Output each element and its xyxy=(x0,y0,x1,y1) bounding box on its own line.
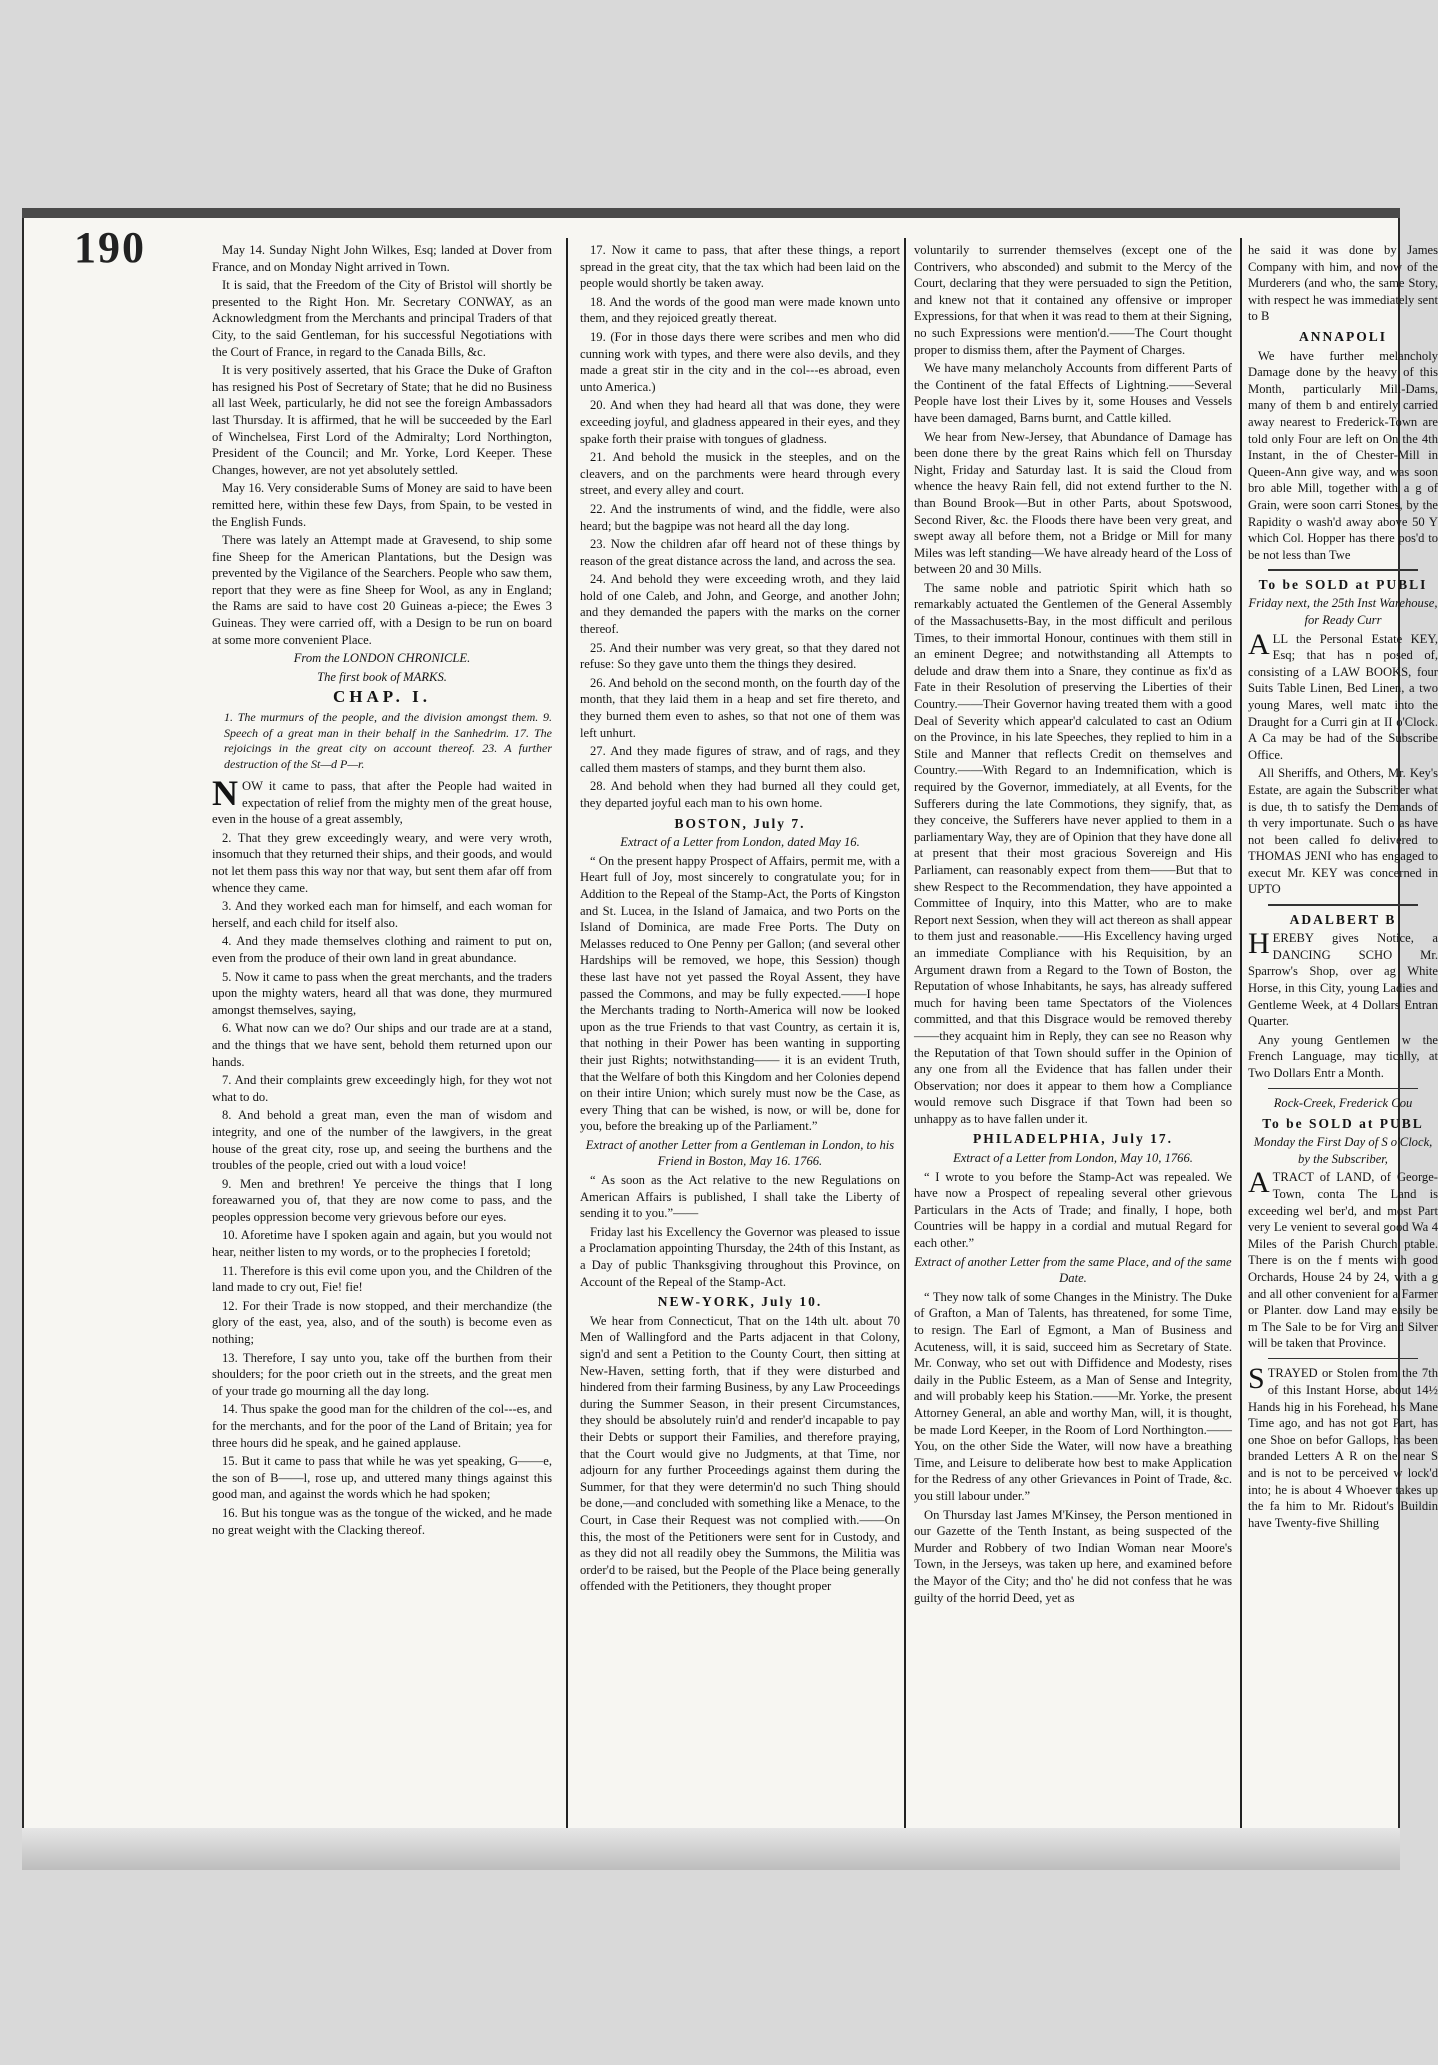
drop-cap: H xyxy=(1248,927,1270,961)
column-2 xyxy=(580,242,900,1862)
column-1 xyxy=(212,242,552,1862)
drop-cap: A xyxy=(1248,627,1270,661)
verse: 16. But his tongue was as the tongue of the wicked, and he made no great weight with the Clacking thereof. xyxy=(212,1505,552,1537)
verse: 19. (For in those days there were scribes and men who did cunning work with types, and there were also devils, and they made a great stir in the city and in the col---es abroad, even unto America.) xyxy=(580,329,900,394)
extract-heading: Extract of another Letter from a Gentleman in London, to his Friend in Boston, May 16. 1766. xyxy=(585,1137,895,1169)
dateline-boston: BOSTON, July 7. xyxy=(674,815,806,831)
ad-text: ALL the Personal Estate KEY, Esq; that has n posed of, consisting of a LAW BOOKS, four Suits Table Linen, Bed Linen, a two young Mares, well matc into the Draught for a Curri gin at II o'Clock. A Ca may be had of the Subscribe Office. xyxy=(1248,627,1438,762)
ad-text: HEREBY gives Notice, a DANCING SCHO Mr. Sparrow's Shop, over ag White Horse, in this City, young Ladies and Gentleme Week, at 4 Dollars Entran Quarter. xyxy=(1248,927,1438,1029)
extract-heading: Extract of a Letter from London, dated May 16. xyxy=(620,835,860,850)
verse: 10. Aforetime have I spoken again and again, but you would not hear, neither listen to my words, or to the prophecies I foretold; xyxy=(212,1228,552,1260)
drop-cap: S xyxy=(1248,1362,1265,1396)
ad-subheading: Monday the First Day of S o'Clock, by the Subscriber, xyxy=(1253,1135,1433,1166)
column-3 xyxy=(914,242,1232,1862)
news-paragraph: May 14. Sunday Night John Wilkes, Esq; landed at Dover from France, and on Monday Night arrived in Town. xyxy=(212,243,552,274)
news-paragraph: “ They now talk of some Changes in the Ministry. The Duke of Grafton, a Man of Talents, has threatened, for some Time, to resign. The Earl of Egmont, a Man of Business and Acuteness, will, it is said, succeed him as Secretary of State. Mr. Conway, who set out with Diffidence and Modesty, rises daily in the Public Esteem, as a Man of Sense and Integrity, and will probably keep his Station.——Mr. Yorke, the present Attorney General, an able and worthy Man, will, it is thought, be made Lord Keeper, in the Room of Lord Northington.——You, on the other Side the Water, will now have a breathing Time, and Leisure to deliberate how best to make Application for the Redress of any other Grievances in Point of Trade, &c. you still labour under.” xyxy=(914,1289,1232,1503)
verse: 4. And they made themselves clothing and raiment to put on, even from the produce of their own land in great abundance. xyxy=(212,934,552,965)
verse: 14. Thus spake the good man for the children of the col---es, and for the merchants, and for the poor of the Land of Britain; yea for three hours did he speak, and he gained applause. xyxy=(212,1402,552,1450)
verse: 9. Men and brethren! Ye perceive the things that I long foreawarned you of, that they are now come to pass, and the peoples oppression become very grievous before our eyes. xyxy=(212,1176,552,1224)
dateline-philadelphia: PHILADELPHIA, July 17. xyxy=(972,1131,1174,1147)
news-paragraph: We hear from New-Jersey, that Abundance of Damage has been done there by the great Rains which fell on Thursday Night, Friday and Saturday last. It is said the Cloud from whence the heavy Rain fell, did not extend further to the N. than Bound Brook—But in other Parts, about Spotswood, Second River, &c. the Floods there have been very great, and swept away all before them, not a Bridge or Mill for many Miles was left standing—We have already heard of the Loss of between 20 and 30 Mills. xyxy=(914,429,1232,577)
verse: 18. And the words of the good man were made known unto them, and they rejoiced greatly thereat. xyxy=(580,294,900,326)
news-paragraph: On Thursday last James M'Kinsey, the Person mentioned in our Gazette of the Tenth Instant, as being suspected of the Murder and Robbery of two Indian Woman near Moore's Town, in the Jerseys, was taken up here, and examined before the Mayor of the City; and tho' he did not confess that he was guilty of the horrid Deed, yet as xyxy=(914,1507,1232,1605)
ad-text: ATRACT of LAND, of George-Town, conta The Land is exceeding wel ber'd, and most Part very Le venient to several good Wa 4 Miles of the Parish Church ptable. There is on the f ments with good Orchards, House 24 by 24, with a g and all other convenient for a Farmer or Planter. dow Land may easily be m The Sale to be for Virg and Silver will be taken that Province. xyxy=(1248,1166,1438,1351)
dateline-annapolis: ANNAPOLI xyxy=(1298,328,1387,344)
dateline-new-york: NEW-YORK, July 10. xyxy=(657,1294,823,1310)
news-paragraph: There was lately an Attempt made at Gravesend, to ship some fine Sheep for the American Plantations, but the Design was prevented by the Vigilance of the Searchers. People who saw them, report that they were as fine Sheep for Wool, as any in England; the Rams are said to have cost 20 Guineas a-piece; the Ewes 3 Guineas. They were carried off, with a Design to be run on board at some more convenient Place. xyxy=(212,533,552,647)
column-rule xyxy=(1240,238,1242,1848)
column-rule xyxy=(904,238,906,1848)
verse: 6. What now can we do? Our ships and our trade are at a stand, and the things that we have sent, behold them returned upon our hands. xyxy=(212,1021,552,1069)
page-top-border xyxy=(22,208,1400,218)
news-paragraph: “ As soon as the Act relative to the new Regulations on American Affairs is published, I shall take the Liberty of sending it to you.”—— xyxy=(580,1173,900,1221)
news-paragraph: It is very positively asserted, that his Grace the Duke of Grafton has resigned his Post of Secretary of State; that he did no Business all last Week, particularly, he did not see the foreign Ambassadors last Thursday. It is affirmed, that he will be succeeded by the Earl of Winchelsea, First Lord of the Admiralty; Lord Northington, President of the Council; and Mr. Yorke, Lord Keeper. These Changes, however, are not yet absolutely settled. xyxy=(212,363,552,477)
ad-heading: To be SOLD at PUBLI xyxy=(1258,576,1428,592)
news-paragraph: May 16. Very considerable Sums of Money are said to have been remitted here, within these few Days, from Spain, to be vested in the English Funds. xyxy=(212,481,552,529)
news-paragraph: “ On the present happy Prospect of Affairs, permit me, with a Heart full of Joy, most sincerely to congratulate you; for in Addition to the Repeal of the Stamp-Act, the Ports of Kingston and St. Lucea, in the Island of Jamaica, and two Ports on the Island of Dominica, are made Free Ports. The Duty on Melasses reduced to One Penny per Gallon; (and several other Hardships will be removed, we hope, this Session) though these last have not yet passed the Royal Assent, they have passed the Commons, and may be fully expected.——I hope the Merchants trading to North-America will now be looked upon as the true Friends to that vast Country, as certain it is, that nothing in their Power has been wanting in supporting their just Rights; notwithstanding—— it is an evident Truth, that the Welfare of both this Kingdom and her Colonies depend on their intire Union; which surely must now be the Case, as every Thing that can be wished, is now, or will be, done for you, before the breaking up of the Parliament.” xyxy=(580,853,900,1134)
verse: 22. And the instruments of wind, and the fiddle, were also heard; but the bagpipe was not heard all the day long. xyxy=(580,501,900,533)
section-divider xyxy=(1268,569,1418,571)
verse: 3. And they worked each man for himself, and each woman for herself, and each child for itself also. xyxy=(212,899,552,930)
verse: 17. Now it came to pass, that after these things, a report spread in the great city, that the tax which had been laid on the people would shortly be taken away. xyxy=(580,243,900,291)
verse-1: NOW it came to pass, that after the People had waited in expectation of relief from the mighty men of the great house, even in the house of a great assembly, xyxy=(212,773,552,827)
page-bottom-edge xyxy=(22,1828,1400,1870)
news-paragraph: We have many melancholy Accounts from different Parts of the Continent of the fatal Effects of Lightning.——Several People have lost their Lives by it, some Houses and Vessels have been damaged, Barns burnt, and Cattle killed. xyxy=(914,361,1232,425)
chapter-summary: 1. The murmurs of the people, and the division amongst them. 9. Speech of a great man in their behalf in the Sanhedrim. 17. The rejoicings in the great city on account thereof. 23. A further destruction of the St—d P—r. xyxy=(224,710,552,771)
section-divider xyxy=(1268,904,1418,906)
section-divider xyxy=(1268,1088,1418,1090)
verse: 15. But it came to pass that while he was yet speaking, G——e, the son of B——l, rose up, and uttered many things against this good man, and against the words which he had spoken; xyxy=(212,1454,552,1502)
ad-text: STRAYED or Stolen from the 7th of this Instant Horse, about 14½ Hands hig in his Forehead, his Mane Time ago, and has not got Part, has one Shoe on befor Gallops, has been branded Letters A R on the near S and is not to be perceived w lock'd into; he is about 4 Whoever takes up the fa him to Mr. Ridout's Buildin have Twenty-five Shilling xyxy=(1248,1362,1438,1530)
ad-text: Any young Gentlemen w the French Language, may tically, at Two Dollars Entr a Month. xyxy=(1248,1032,1438,1080)
ad-heading: ADALBERT B xyxy=(1289,911,1397,927)
verse: 26. And behold on the second month, on the fourth day of the month, that they laid them in a heap and set fire thereto, and they burned them even to ashes, so that not one of them was left unhurt. xyxy=(580,675,900,740)
verse: 12. For their Trade is now stopped, and their merchandize (the glory of the east, yea, also, and of the south) is become even as nothing; xyxy=(212,1298,552,1347)
verse: 23. Now the children afar off heard not of these things by reason of the great distance across the land, and across the sea. xyxy=(580,537,900,568)
verse: 5. Now it came to pass when the great merchants, and the traders upon the mighty waters, heard all that was done, they murmured amongst themselves, saying, xyxy=(212,969,552,1017)
ad-heading: To be SOLD at PUBL xyxy=(1262,1115,1424,1131)
chapter-heading: CHAP. I. xyxy=(333,687,431,707)
news-paragraph: Friday last his Excellency the Governor was pleased to issue a Proclamation appointing Thursday, the 24th of this Instant, as a Day of public Thanksgiving throughout this Province, on Account of the Repeal of the Stamp-Act. xyxy=(580,1224,900,1289)
news-paragraph: “ I wrote to you before the Stamp-Act was repealed. We have now a Prospect of repealing several other grievous Particulars in the Acts of Trade; and finally, I hope, both Countries will be happy in a cordial and mutual Regard for each other.” xyxy=(914,1169,1232,1251)
verse: 13. Therefore, I say unto you, take off the burthen from their shoulders; for the poor crieth out in the streets, and the great men of your trade go mourning all the day long. xyxy=(212,1350,552,1398)
verse: 7. And their complaints grew exceedingly high, for they wot not what to do. xyxy=(212,1073,552,1104)
ad-location: Rock-Creek, Frederick Cou xyxy=(1273,1096,1413,1110)
extract-heading: Extract of another Letter from the same Place, and of the same Date. xyxy=(914,1254,1232,1286)
column-rule xyxy=(566,238,568,1848)
ad-subheading: Friday next, the 25th Inst Warehouse, for Ready Curr xyxy=(1248,596,1438,627)
verse: 28. And behold when they had burned all they could get, they departed joyful each man to his own home. xyxy=(580,779,900,810)
verse: 2. That they grew exceedingly weary, and were very wroth, insomuch that they returned their ships, and their goods, and would not let them pass this way nor that way, but sent them afar off from whence they came. xyxy=(212,830,552,895)
news-paragraph: The same noble and patriotic Spirit which hath so remarkably actuated the Gentlemen of the General Assembly of the Massachusetts-Bay, in the most difficult and perilous Times, to their immortal Honour, continues with them still in an eminent Degree; and notwithstanding all Attempts to delude and draw them into a Snare, they continue as fix'd as Fate in their Resolution of preserving the Liberties of their Country.——Their Governor having treated them with a good Deal of Severity which appear'd calculated to cast an Odium on the Province, in his late Speeches, they replied to him in a Stile and Manner that reflects Credit on themselves and Country.——With Regard to an Indemnification, which is required by the Governor, immediately, at all Events, for the Sufferers during the late Commotions, they signify, that, as they conceive, the Sufferers have never applied to them in a parliamentary Way, they are of Opinion that they have done all at present that their most gracious Sovereign and His Parliament, can reasonably expect from them——But that to shew Respect to the Recommendation, they have appointed a Committee of Inquiry, into this Matter, who are to make Report next Session, when they will act thereon as shall appear to them just and reasonable.——His Excellency having urged an immediate Compliance with his Requisition, by an Argument drawn from a Regard to the Town of Boston, the Reputation of whose Inhabitants, he says, has already suffered much for having been tame Spectators of the Violences committed, and that this Disgrace would be removed thereby——they acquaint him in Reply, they can see no Reason why the Reputation of that Town should suffer in the Opinion of any one from all the Evidence that has fallen under their Observation; nor does it appear to them how a Compliance would remove such Disgrace if that Town had been so unhappy as to have fallen under it. xyxy=(914,580,1232,1126)
news-paragraph: It is said, that the Freedom of the City of Bristol will shortly be presented to the Right Hon. Mr. Secretary CONWAY, as an Acknowledgment from the Merchants and principal Traders of that City, to the said Gentleman, for his successful Negotiations with the Court of France, in regard to the Canada Bills, &c. xyxy=(212,278,552,359)
section-divider xyxy=(1268,1358,1418,1360)
verse: 11. Therefore is this evil come upon you, and the Children of the land made to cry out, Fie! fie! xyxy=(212,1263,552,1295)
drop-cap: N xyxy=(212,773,238,814)
verse: 25. And their number was very great, so that they dared not refuse: So they gave unto them the things they desired. xyxy=(580,640,900,672)
newspaper-page xyxy=(22,208,1438,1870)
news-paragraph: We hear from Connecticut, That on the 14th ult. about 70 Men of Wallingford and the Parts adjacent in that Colony, sign'd and sent a Petition to the County Court, then sitting at New-Haven, setting forth, that if they were disturbed and hindered from their farming Business, by any Law Proceedings during the Summer Season, in their present Circumstances, they should be absolutely ruin'd and render'd incapable to pay their Debts or support their Families, and therefore praying, that the Court would give no Judgments, at that Time, nor adjourn for any further Proceedings against them during the Summer, for that they were determin'd no such Thing should be done,—and concluded with something like a Menace, to the Court, in Case their Request was not complied with.——On this, the most of the Petitioners were sent for in Custody, and as they did not all readily obey the Summons, the Militia was order'd to be raised, but the People of the Place being generally offended with the Petitioners, they thought proper xyxy=(580,1313,900,1594)
news-paragraph: he said it was done by James Company with him, and now of the Murderers (and who, the same Story, with respect he was immediately sent to B xyxy=(1248,243,1438,324)
news-paragraph: voluntarily to surrender themselves (except one of the Contrivers, who absconded) and submit to the Mercy of the Court, declaring that they were persuaded to sign the Petition, and knew not that it contained any offensive or improper Expressions, for that when it was read to them at their Signing, no such Expressions were mention'd.——The Court thought proper to dismiss them, after the Payment of Charges. xyxy=(914,243,1232,357)
book-title: The first book of MARKS. xyxy=(317,669,447,684)
source-line: From the LONDON CHRONICLE. xyxy=(293,651,471,666)
drop-cap: A xyxy=(1248,1166,1270,1200)
extract-heading: Extract of a Letter from London, May 10, 1766. xyxy=(953,1151,1193,1166)
ad-text: All Sheriffs, and Others, Mr. Key's Estate, are again the Subscriber what is due, th to satisfy the Demands of th very importunate. Such o as have not been called fo delivered to THOMAS JENI who has engaged to execut Mr. KEY was concerned in UPTO xyxy=(1248,766,1438,897)
verse: 21. And behold the musick in the steeples, and on the cleavers, and on the parchments were heard through every street, and every alley and court. xyxy=(580,450,900,498)
column-4 xyxy=(1248,242,1438,1862)
verse: 24. And behold they were exceeding wroth, and they laid hold of one Caleb, and John, and George, and another John; and they demanded the papers with the marks on the corner thereof. xyxy=(580,572,900,637)
news-paragraph: We have further melancholy Damage done by the heavy of this Month, particularly Mill-Dams, many of them b and entirely carried away nearest to Frederick-Town are told only Four are left on On the 4th Instant, in the of Chester-Mill in Queen-Ann give way, and was soon bro able Mill, together with a g of Grain, were soon carri Stones, by the Rapidity o wash'd away above 50 Y which Col. Hopper has there pos'd to be not less than Twe xyxy=(1248,348,1438,562)
verse: 8. And behold a great man, even the man of wisdom and integrity, and one of the number of the lawgivers, in the great house of the great city, rose up, and seeing the burthens and the troubles of the people, cried out with a loud voice! xyxy=(212,1108,552,1173)
page-number: 190 xyxy=(74,223,146,272)
verse: 27. And they made figures of straw, and of rags, and they called them masters of stamps, and they burnt them also. xyxy=(580,744,900,775)
verse: 20. And when they had heard all that was done, they were exceeding joyful, and gladness appeared in their eyes, and they spake forth their praise with tongues of gladness. xyxy=(580,398,900,446)
